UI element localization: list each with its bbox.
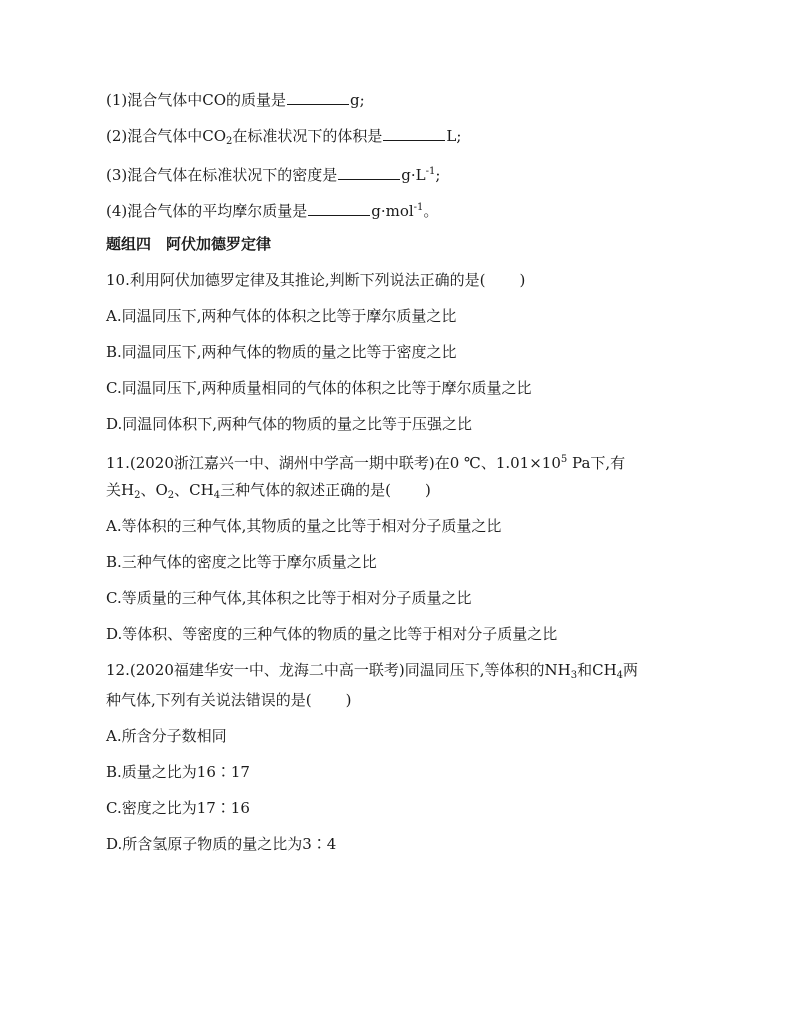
question-11-option-c: C.等质量的三种气体,其体积之比等于相对分子质量之比 [106, 589, 472, 607]
question-4: (4)混合气体的平均摩尔质量是 g·mol$^{-1}$。 [106, 196, 726, 220]
question-10-option-d: D.同温同体积下,两种气体的物质的量之比等于压强之比 [106, 415, 473, 433]
question-12-option-d: D.所含氢原子物质的量之比为3∶4 [106, 835, 337, 853]
question-10-option-a: A.同温同压下,两种气体的体积之比等于摩尔质量之比 [106, 307, 457, 325]
question-11-option-b: B.三种气体的密度之比等于摩尔质量之比 [106, 553, 377, 571]
answer-blank-2[interactable] [383, 124, 445, 141]
question-10-stem: 10.利用阿伏加德罗定律及其推论,判断下列说法正确的是( ) [106, 271, 526, 289]
question-11-option-a: A.等体积的三种气体,其物质的量之比等于相对分子质量之比 [106, 517, 502, 535]
question-1: (1)混合气体中CO的质量是 g; [106, 88, 726, 112]
answer-blank-1[interactable] [287, 88, 349, 105]
question-12-option-c: C.密度之比为17∶16 [106, 799, 250, 817]
question-2: (2)混合气体中$CO_2$在标准状况下的体积是 L; [106, 124, 726, 148]
answer-blank-3[interactable] [338, 163, 400, 180]
question-10-option-b: B.同温同压下,两种气体的物质的量之比等于密度之比 [106, 343, 457, 361]
question-12-option-b: B.质量之比为16∶17 [106, 763, 250, 781]
question-11-stem-line2: 关$H_2$、$O_2$、$CH_4$三种气体的叙述正确的是( ) [106, 481, 431, 501]
worksheet-page [106, 88, 726, 868]
question-12-option-a: A.所含分子数相同 [106, 727, 227, 745]
section-title: 题组四 阿伏加德罗定律 [106, 235, 272, 253]
question-11-stem-line1: 11.(2020浙江嘉兴一中、湖州中学高一期中联考)在0 ℃、$1.01\times 10^5$ Pa下,有 [106, 454, 626, 472]
question-11-option-d: D.等体积、等密度的三种气体的物质的量之比等于相对分子质量之比 [106, 625, 558, 643]
question-3: (3)混合气体在标准状况下的密度是 $g\cdot L^{-1}$; [106, 160, 726, 184]
question-12-stem-line1: 12.(2020福建华安一中、龙海二中高一联考)同温同压下,等体积的$NH_3$和$CH_4$两 [106, 661, 639, 681]
question-10-option-c: C.同温同压下,两种质量相同的气体的体积之比等于摩尔质量之比 [106, 379, 532, 397]
question-12-stem-line2: 种气体,下列有关说法错误的是( ) [106, 691, 352, 709]
answer-blank-4[interactable] [308, 199, 370, 216]
